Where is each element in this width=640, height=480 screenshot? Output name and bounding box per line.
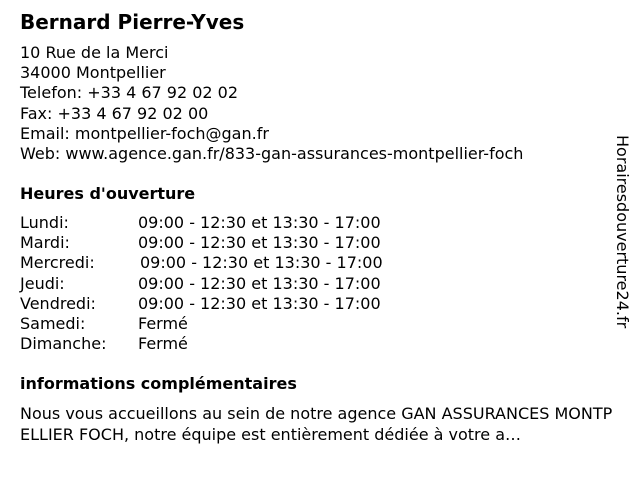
hours-time: Fermé <box>138 313 188 333</box>
hours-time: 09:00 - 12:30 et 13:30 - 17:00 <box>140 253 383 273</box>
phone-number[interactable]: Telefon: +33 4 67 92 02 02 <box>20 83 239 103</box>
hours-day: Vendredi: <box>20 293 96 313</box>
hours-row-jeudi <box>20 274 440 294</box>
hours-row-mardi <box>20 233 440 253</box>
website-link[interactable]: Web: www.agence.gan.fr/833-gan-assurances-montpellier-foch <box>20 143 524 163</box>
hours-row-lundi <box>20 213 440 233</box>
address-city: 34000 Montpellier <box>20 63 166 83</box>
hours-time: Fermé <box>138 334 188 354</box>
hours-day: Mercredi: <box>20 253 95 273</box>
hours-row-mercredi <box>20 253 440 273</box>
hours-day: Dimanche: <box>20 334 107 354</box>
site-watermark: Horairesdouverture24.fr <box>613 135 632 329</box>
hours-day: Jeudi: <box>20 273 65 293</box>
hours-row-samedi <box>20 314 440 334</box>
additional-info-heading: informations complémentaires <box>20 374 297 393</box>
email-address[interactable]: Email: montpellier-foch@gan.fr <box>20 123 269 143</box>
hours-row-vendredi <box>20 294 440 314</box>
hours-day: Mardi: <box>20 233 70 253</box>
opening-hours-heading: Heures d'ouverture <box>20 184 196 203</box>
hours-time: 09:00 - 12:30 et 13:30 - 17:00 <box>138 293 381 313</box>
address-street: 10 Rue de la Merci <box>20 43 169 62</box>
contact-block <box>20 43 523 164</box>
hours-time: 09:00 - 12:30 et 13:30 - 17:00 <box>138 233 381 253</box>
opening-hours-table <box>20 213 440 354</box>
hours-day: Samedi: <box>20 313 86 333</box>
hours-row-dimanche <box>20 334 440 354</box>
hours-day: Lundi: <box>20 213 69 232</box>
hours-time: 09:00 - 12:30 et 13:30 - 17:00 <box>138 213 381 232</box>
agent-name: Bernard Pierre-Yves <box>20 10 245 34</box>
additional-info-text: Nous vous accueillons au sein de notre agence GAN ASSURANCES MONTPELLIER FOCH, notre équipe est entièrement dédiée à votre a… <box>20 404 613 444</box>
fax-number: Fax: +33 4 67 92 02 00 <box>20 103 209 123</box>
hours-time: 09:00 - 12:30 et 13:30 - 17:00 <box>138 273 381 293</box>
